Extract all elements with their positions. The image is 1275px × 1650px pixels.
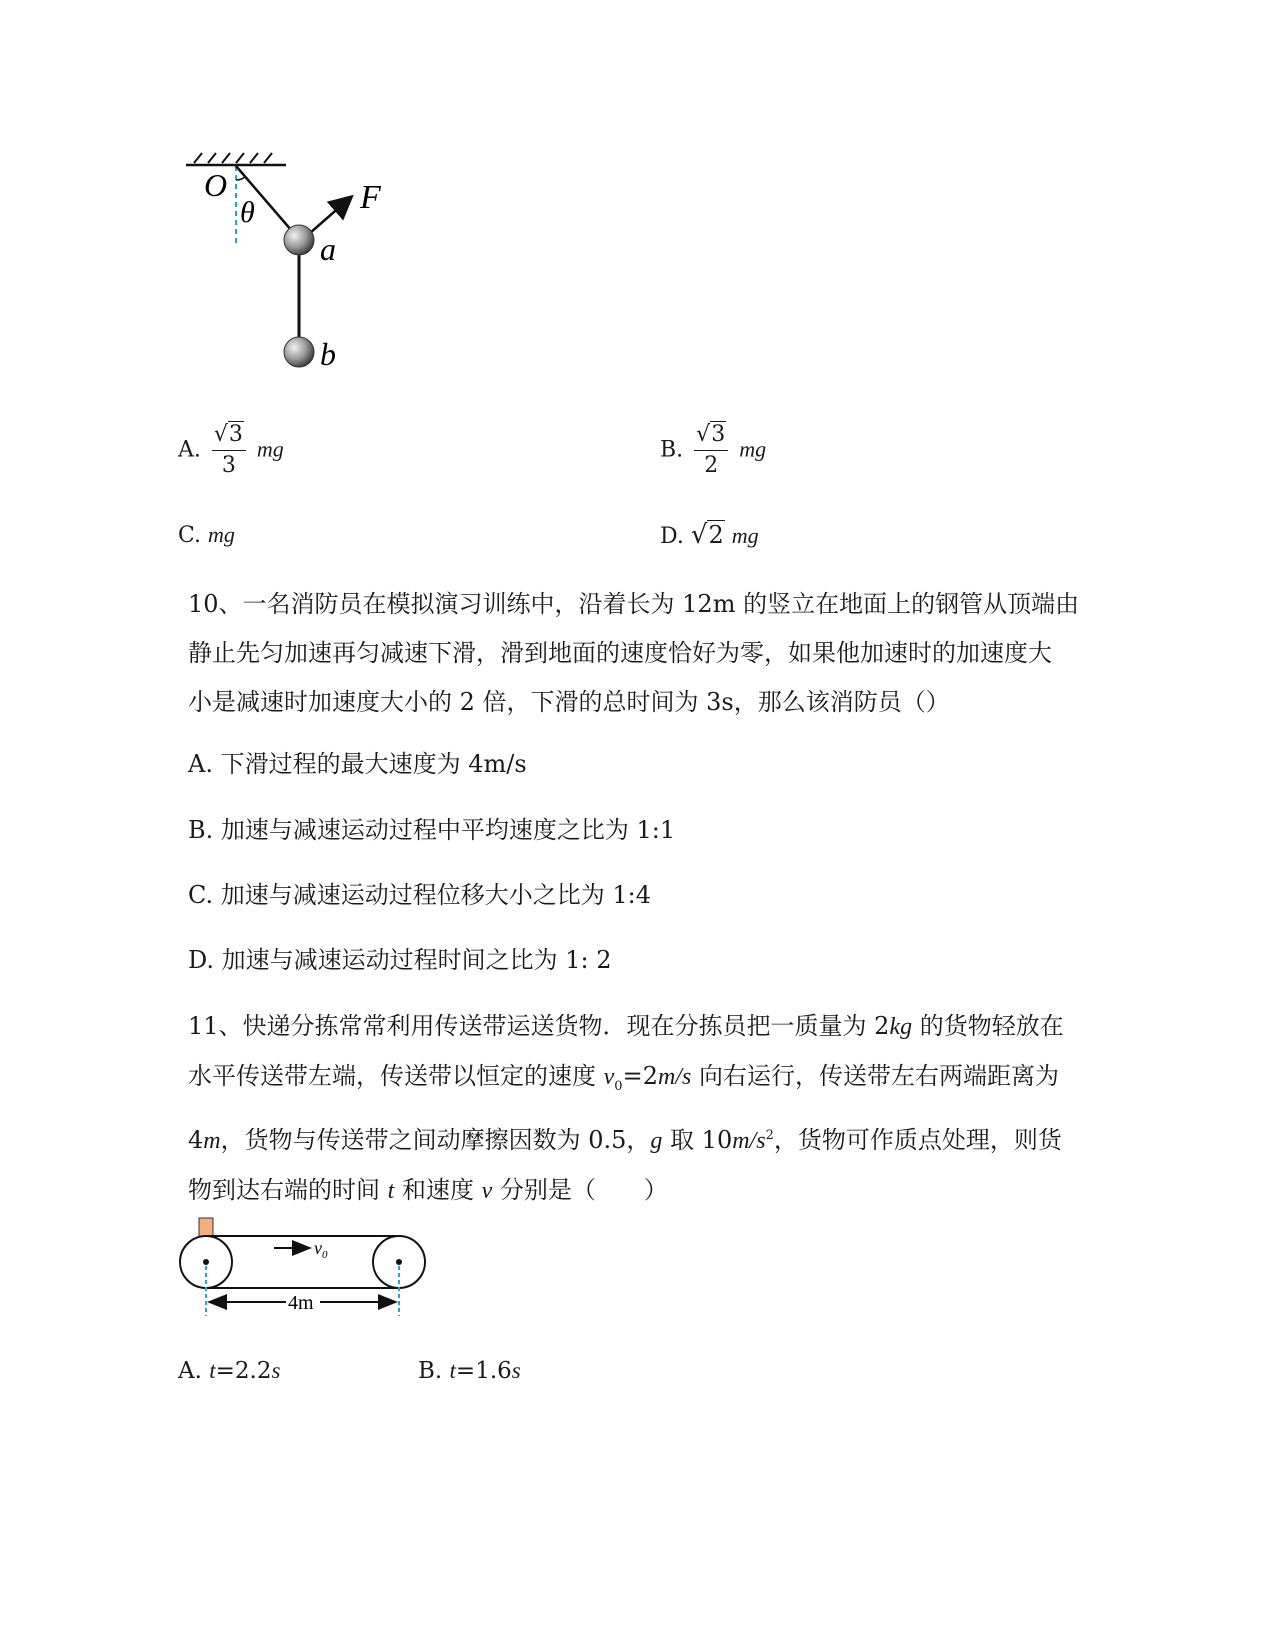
q10-stem (188, 580, 1088, 727)
denominator: 3 (221, 453, 236, 478)
q10-line-1: 10、一名消防员在模拟演习训练中，沿着长为 12m 的竖立在地面上的钢管从顶端由 (188, 590, 1080, 618)
label-a: a (320, 231, 336, 267)
radicand: 3 (228, 422, 243, 447)
q11-line-1: 11、快递分拣常常利用传送带运送货物．现在分拣员把一质量为 2kg 的货物轻放在 (188, 1012, 1064, 1040)
cargo-box (199, 1218, 213, 1236)
radicand: 3 (711, 422, 726, 447)
option-unit: mg (731, 523, 759, 548)
option-prefix: C. (178, 523, 202, 548)
pendulum-figure (180, 140, 410, 380)
option-unit: mg (256, 436, 284, 462)
ball-a (284, 225, 314, 255)
theta-arc (236, 177, 245, 180)
option-prefix: B. (660, 437, 684, 463)
option-unit: mg (208, 522, 235, 547)
option-unit: mg (739, 436, 767, 462)
label-theta: θ (240, 196, 255, 229)
conveyor-figure (176, 1210, 436, 1320)
q11-stem (188, 1002, 1088, 1216)
q11-line-2: 水平传送带左端，传送带以恒定的速度 $v_0=2m/s$ 向右运行，传送带左右两端距离为 (188, 1062, 1059, 1094)
distance-label: 4m (288, 1292, 314, 1314)
q9-option-c[interactable] (178, 520, 235, 551)
q10-line-2: 静止先匀加速再匀减速下滑，滑到地面的速度恰好为零，如果他加速时的加速度大 (188, 639, 1052, 667)
option-prefix: D. (660, 524, 684, 549)
label-o: O (204, 167, 228, 203)
force-arrow (310, 198, 350, 233)
q11-option-a[interactable]: A. t=2.2s (178, 1358, 281, 1384)
fraction: $\frac{√3}{3}$ (212, 420, 246, 481)
q9-option-d[interactable]: D. √2 mg (660, 520, 759, 550)
radicand: 2 (708, 521, 724, 549)
q9-option-a[interactable] (178, 420, 284, 481)
q11-option-b[interactable]: B. t=1.6s (418, 1358, 521, 1384)
right-axle (396, 1259, 402, 1265)
ball-b (284, 337, 314, 367)
ceiling (186, 153, 286, 165)
q10-option-b[interactable]: B. 加速与减速运动过程中平均速度之比为 1:1 (188, 816, 676, 844)
label-f: F (360, 179, 381, 216)
q11-line-3: 4m，货物与传送带之间动摩擦因数为 0.5，g 取 $10m/s^2$，货物可作质点处理，则货 (188, 1125, 1062, 1154)
velocity-label: $v_0$ (314, 1238, 328, 1261)
q10-option-a[interactable]: A. 下滑过程的最大速度为 4m/s (188, 750, 527, 778)
label-b: b (320, 336, 336, 372)
q9-option-b[interactable] (660, 420, 766, 481)
fraction: $\frac{√3}{2}$ (694, 420, 728, 481)
q10-option-c[interactable]: C. 加速与减速运动过程位移大小之比为 1:4 (188, 881, 652, 909)
q10-option-d[interactable]: D. 加速与减速运动过程时间之比为 1: 2 (188, 946, 612, 974)
option-prefix: A. (178, 437, 201, 463)
denominator: 2 (704, 453, 719, 478)
q11-line-4: 物到达右端的时间 t 和速度 v 分别是（ ） (188, 1175, 668, 1204)
q10-line-3: 小是减速时加速度大小的 2 倍，下滑的总时间为 3s，那么该消防员（） (188, 688, 950, 716)
left-axle (203, 1259, 209, 1265)
